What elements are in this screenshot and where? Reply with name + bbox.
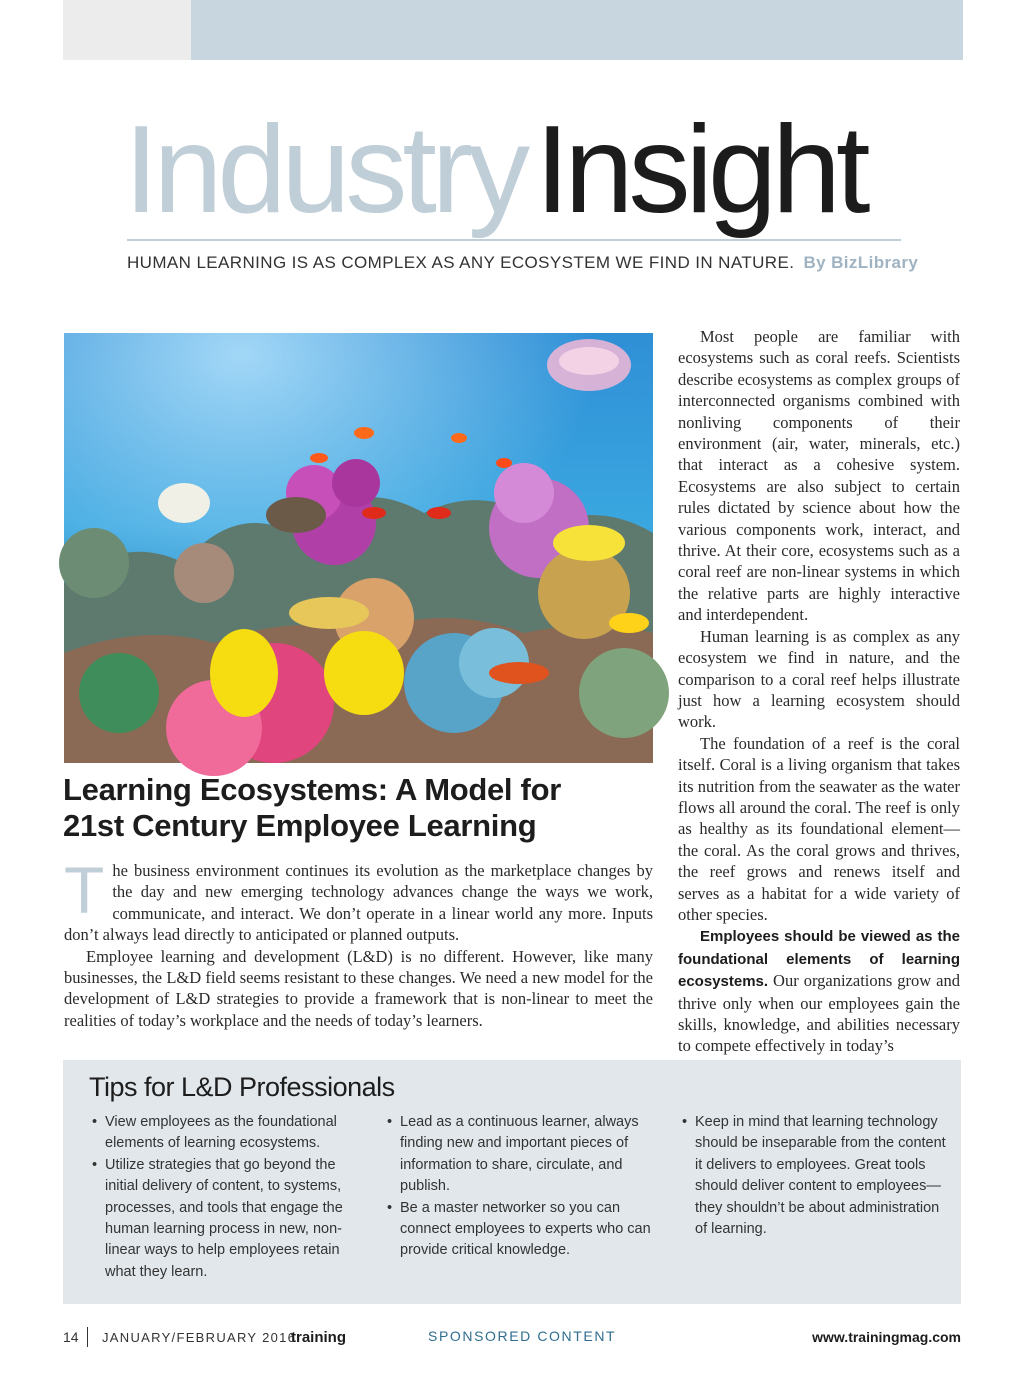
tips-column-3 [679,1112,949,1240]
article-body-right-column [678,326,960,1056]
masthead-word-industry: Industry [124,101,526,239]
tips-column-1 [89,1112,359,1283]
sponsored-label: SPONSORED CONTENT [428,1328,617,1344]
tips-column-2 [384,1112,654,1262]
paragraph-bold-lead [678,925,960,1056]
article-body-left-column [64,853,653,1031]
top-band-accent [191,0,963,60]
article-headline [63,772,653,844]
tip-item: • Keep in mind that learning technology should be inseparable from the content it delivers to employees. Great tools should deliver content to employees—they shouldn’t be about administration of learning. [679,1112,949,1240]
magazine-name: training [291,1329,346,1346]
continuation-text: Our organizations grow and thrive only when our employees gain the skills, knowledge, and abilities necessary to compete effectively in today’s [678,971,960,1056]
tip-item: • Utilize strategies that go beyond the initial delivery of content, to systems, processes, and tools that engage the human learning process in new, non-linear ways to help employees retain what they learn. [89,1155,359,1283]
headline-line-2: 21st Century Employee Learning [63,808,537,843]
masthead-rule [127,239,901,241]
website-link[interactable]: www.trainingmag.com [812,1329,961,1345]
top-band [63,0,961,60]
page-footer [63,1327,961,1351]
footer-divider [87,1327,88,1347]
page-number: 14 [63,1329,79,1345]
coral-reef-photo [64,333,653,763]
tip-item: • View employees as the foundational elements of learning ecosystems. [89,1112,359,1155]
drop-cap: T [64,853,105,927]
paragraph: Employee learning and development (L&D) is no different. However, like many businesses, the L&D field seems resistant to these changes. We need a new model for the development of L&D strategies to provide a framework that is non-linear to meet the realities of today’s workplace and the needs of today’s learners. [64,946,653,1030]
byline: By BizLibrary [803,253,919,272]
paragraph-text: he business environment continues its evolution as the marketplace changes by the day and new emerging technology advances change the ways we work, communicate, and interact. We don’t operate in a linear world any more. Inputs don’t always lead directly to anticipated or planned outputs. [64,861,653,945]
tips-title: Tips for L&D Professionals [89,1072,395,1102]
headline-line-1: Learning Ecosystems: A Model for [63,772,561,807]
paragraph-intro [64,853,653,946]
coral-reef-illustration [64,333,653,763]
issue-date: JANUARY/FEBRUARY 2016 [102,1330,297,1345]
subhead-text: HUMAN LEARNING IS AS COMPLEX AS ANY ECOSYSTEM WE FIND IN NATURE. [127,253,795,272]
masthead [124,100,904,240]
bold-lead-text: Employees should be viewed as the foundational elements of learning ecosystems. [678,928,960,991]
paragraph: Human learning is as complex as any ecosystem we find in nature, and the comparison to a coral reef helps illustrate just how a learning ecosystem should work. [678,626,960,732]
tip-item: • Lead as a continuous learner, always finding new and important pieces of information to share, circulate, and publish. [384,1112,654,1198]
tip-item: • Be a master networker so you can connect employees to experts who can provide critical knowledge. [384,1198,654,1262]
tips-sidebar [63,1060,961,1304]
section-subhead [127,253,917,273]
masthead-word-insight: Insight [535,101,866,239]
paragraph: Most people are familiar with ecosystems such as coral reefs. Scientists describe ecosystems as complex groups of interconnected organisms combined with nonliving components of their environment (air, water, minerals, etc.) that interact as a cohesive system. Ecosystems are also subject to certain rules dictated by science about how the various components work, interact, and thrive. At their core, ecosystems such as a coral reef are non-linear systems in which the relative parts are highly interactive and interdependent. [678,327,960,625]
paragraph: The foundation of a reef is the coral itself. Coral is a living organism that takes its nutrition from the seawater as the water flows all around the coral. The reef is only as healthy as its foundational element—the coral. As the coral grows and thrives, the reef grows and renews itself and serves as a habitat for a wide variety of other species. [678,733,960,924]
